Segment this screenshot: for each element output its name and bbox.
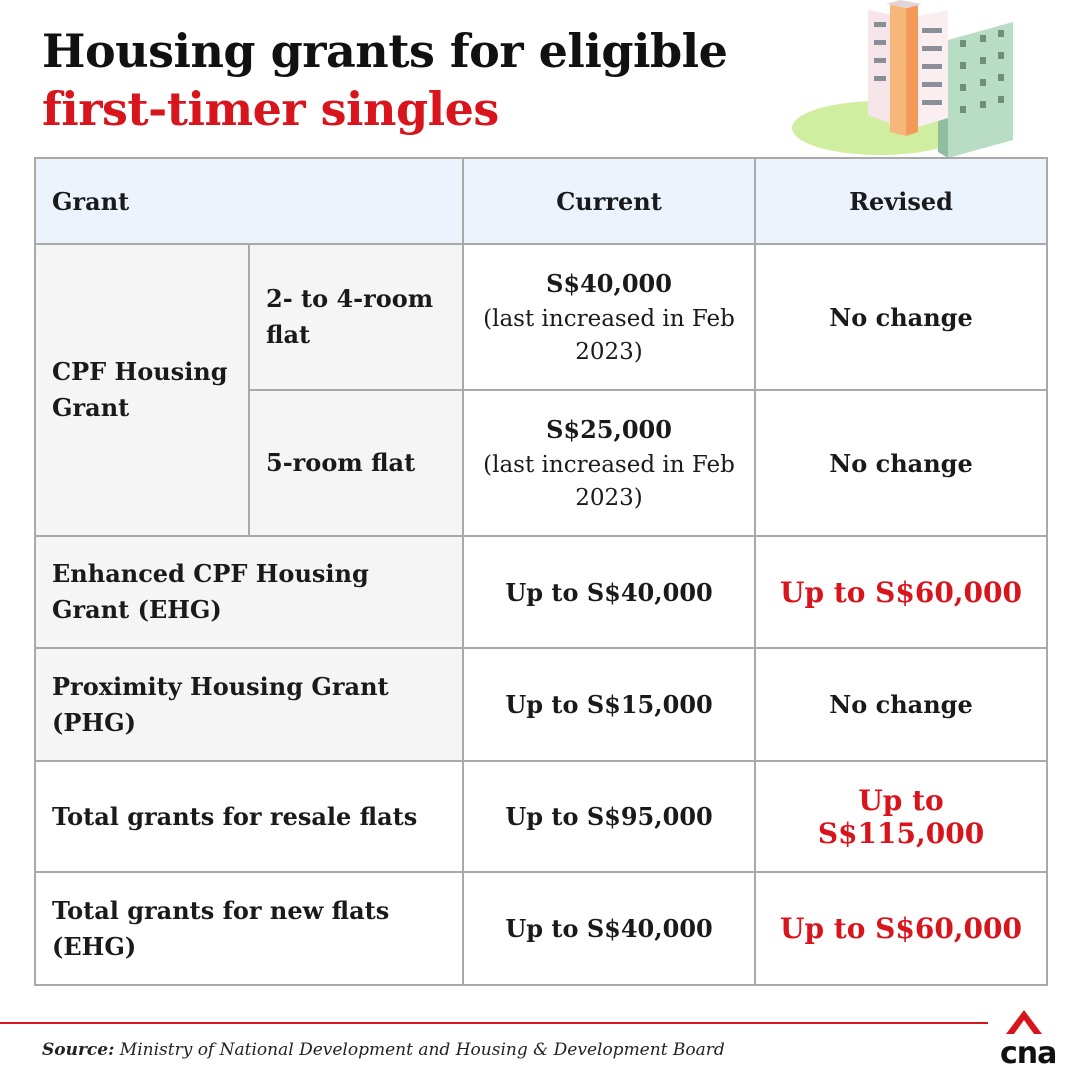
revised-value-cell: Up to S$60,000 <box>755 872 1047 985</box>
page-title <box>42 22 727 138</box>
source-line <box>42 1040 725 1060</box>
current-value-cell: Up to S$95,000 <box>463 761 755 872</box>
table-row <box>35 761 1047 872</box>
table-row <box>35 872 1047 985</box>
current-value-cell <box>463 390 755 536</box>
current-value-cell: Up to S$15,000 <box>463 648 755 761</box>
table-header-row <box>35 158 1047 244</box>
current-amount: S$40,000 <box>546 269 672 298</box>
revised-value-cell: Up to S$115,000 <box>755 761 1047 872</box>
table-row <box>35 244 1047 390</box>
revised-value-cell: Up to S$60,000 <box>755 536 1047 648</box>
current-note: (last increased in Feb 2023) <box>483 452 735 511</box>
ehg-label: Enhanced CPF Housing Grant (EHG) <box>35 536 463 648</box>
cpf-housing-grant-label: CPF Housing Grant <box>35 244 249 536</box>
header-revised: Revised <box>755 158 1047 244</box>
current-note: (last increased in Feb 2023) <box>483 306 735 365</box>
grants-table <box>34 157 1048 986</box>
current-amount: S$25,000 <box>546 415 672 444</box>
total-new-label: Total grants for new flats (EHG) <box>35 872 463 985</box>
title-line-2: first-timer singles <box>42 82 499 136</box>
current-value-cell: Up to S$40,000 <box>463 872 755 985</box>
flat-type-cell: 5-room flat <box>249 390 463 536</box>
revised-value-cell: No change <box>755 390 1047 536</box>
table-row <box>35 536 1047 648</box>
cna-logo-text: cna <box>1000 1036 1057 1071</box>
header-current: Current <box>463 158 755 244</box>
flat-type-cell: 2- to 4-room flat <box>249 244 463 390</box>
total-resale-label: Total grants for resale flats <box>35 761 463 872</box>
header-grant: Grant <box>35 158 463 244</box>
source-label: Source: <box>42 1040 115 1060</box>
source-text: Ministry of National Development and Housing & Development Board <box>119 1040 725 1060</box>
building-illustration <box>788 0 1018 160</box>
phg-label: Proximity Housing Grant (PHG) <box>35 648 463 761</box>
current-value-cell: Up to S$40,000 <box>463 536 755 648</box>
revised-value-cell: No change <box>755 648 1047 761</box>
table-row <box>35 648 1047 761</box>
revised-value-cell: No change <box>755 244 1047 390</box>
title-line-1: Housing grants for eligible <box>42 24 728 78</box>
current-value-cell <box>463 244 755 390</box>
footer-divider <box>0 1022 988 1024</box>
